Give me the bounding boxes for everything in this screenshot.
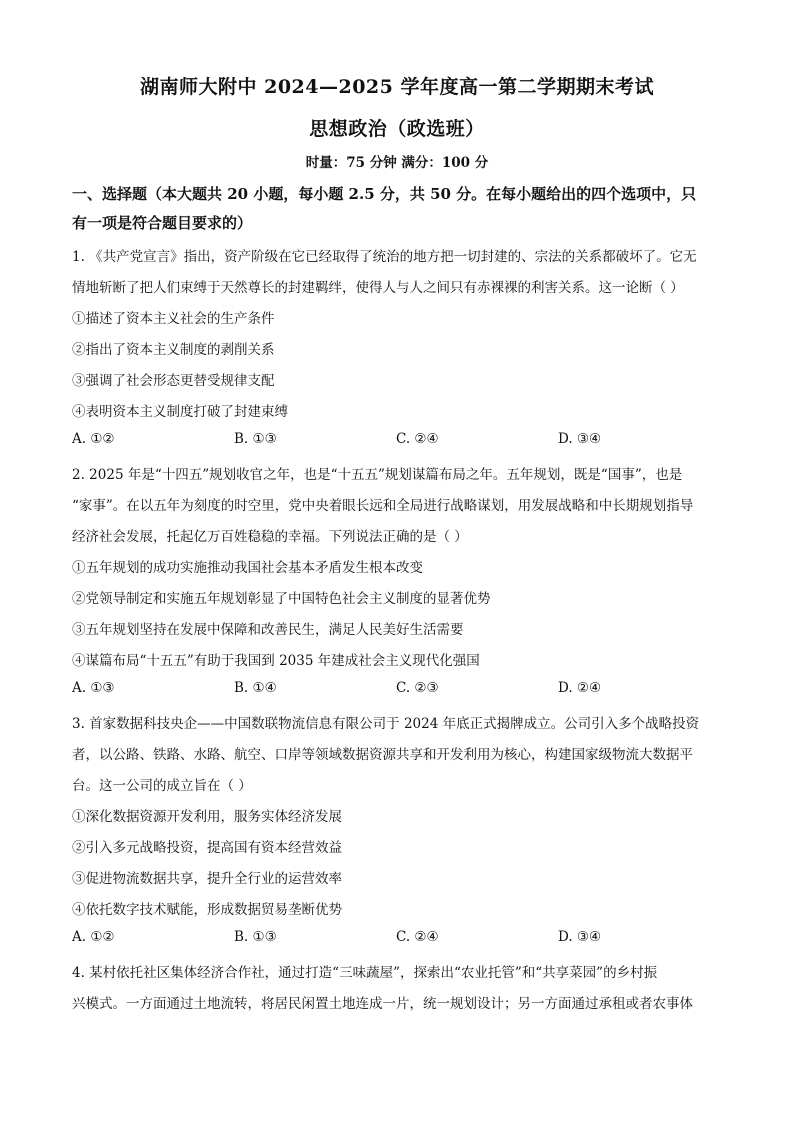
exam-meta: 时量：75 分钟 满分：100 分 — [305, 155, 489, 171]
q2-item-1: ①五年规划的成功实施推动我国社会基本矛盾发生根本改变 — [72, 560, 423, 576]
q3-option-b: B. ①③ — [234, 929, 277, 945]
exam-title: 湖南师大附中 2024—2025 学年度高一第二学期期末考试 — [140, 76, 654, 98]
q1-option-d: D. ③④ — [558, 431, 602, 447]
q1-item-2: ②指出了资本主义制度的剥削关系 — [72, 342, 275, 358]
q2-option-c: C. ②③ — [396, 680, 439, 696]
q1-item-1: ①描述了资本主义社会的生产条件 — [72, 311, 275, 327]
q1-option-b: B. ①③ — [234, 431, 277, 447]
exam-subtitle: 思想政治（政选班） — [309, 118, 485, 140]
q3-stem-line-2: 者，以公路、铁路、水路、航空、口岸等领域数据资源共享和开发利用为核心，构建国家级物流大数据平 — [72, 747, 693, 763]
q2-stem-line-3: 经济社会发展，托起亿万百姓稳稳的幸福。下列说法正确的是（ ） — [72, 529, 468, 545]
q3-item-4: ④依托数字技术赋能，形成数据贸易垄断优势 — [72, 902, 342, 918]
q4-stem-line-1: 4. 某村依托社区集体经济合作社，通过打造“三味蔬屋”，探索出“农业托管”和“共享菜园”的乡村振 — [72, 965, 658, 981]
q3-stem-line-1: 3. 首家数据科技央企——中国数联物流信息有限公司于 2024 年底正式揭牌成立。公司引入多个战略投资 — [72, 716, 700, 732]
q2-stem-line-2: “家事”。在以五年为刻度的时空里，党中央着眼长远和全局进行战略谋划，用发展战略和中长期规划指导 — [72, 498, 694, 514]
q4-stem-line-2: 兴模式。一方面通过土地流转，将居民闲置土地连成一片，统一规划设计；另一方面通过承租或者农事体 — [72, 996, 693, 1012]
q2-option-b: B. ①④ — [234, 680, 277, 696]
q2-stem-line-1: 2. 2025 年是“十四五”规划收官之年，也是“十五五”规划谋篇布局之年。五年规划，既是“国事”，也是 — [72, 467, 683, 483]
q1-item-4: ④表明资本主义制度打破了封建束缚 — [72, 404, 288, 420]
q3-option-d: D. ③④ — [558, 929, 602, 945]
q1-option-c: C. ②④ — [396, 431, 439, 447]
q1-item-3: ③强调了社会形态更替受规律支配 — [72, 373, 275, 389]
q3-option-c: C. ②④ — [396, 929, 439, 945]
q3-option-a: A. ①② — [72, 929, 115, 945]
q3-item-1: ①深化数据资源开发利用，服务实体经济发展 — [72, 809, 342, 825]
q3-stem-line-3: 台。这一公司的成立旨在（ ） — [72, 778, 252, 794]
q2-option-d: D. ②④ — [558, 680, 602, 696]
q2-item-3: ③五年规划坚持在发展中保障和改善民生，满足人民美好生活需要 — [72, 622, 464, 638]
q2-item-2: ②党领导制定和实施五年规划彰显了中国特色社会主义制度的显著优势 — [72, 591, 491, 607]
q3-item-3: ③促进物流数据共享，提升全行业的运营效率 — [72, 871, 342, 887]
q3-item-2: ②引入多元战略投资，提高国有资本经营效益 — [72, 840, 342, 856]
q1-option-a: A. ①② — [72, 431, 115, 447]
section-heading-line-2: 有一项是符合题目要求的） — [72, 214, 253, 232]
q2-option-a: A. ①③ — [72, 680, 115, 696]
q1-stem-line-1: 1. 《共产党宣言》指出，资产阶级在它已经取得了统治的地方把一切封建的、宗法的关系都破坏了。它无 — [72, 249, 697, 265]
section-heading-line-1: 一、选择题（本大题共 20 小题，每小题 2.5 分，共 50 分。在每小题给出的四个选项中，只 — [72, 185, 697, 203]
q1-stem-line-2: 情地斩断了把人们束缚于天然尊长的封建羁绊，使得人与人之间只有赤裸裸的利害关系。这一论断（ ） — [72, 280, 684, 296]
q2-item-4: ④谋篇布局“十五五”有助于我国到 2035 年建成社会主义现代化强国 — [72, 653, 480, 669]
